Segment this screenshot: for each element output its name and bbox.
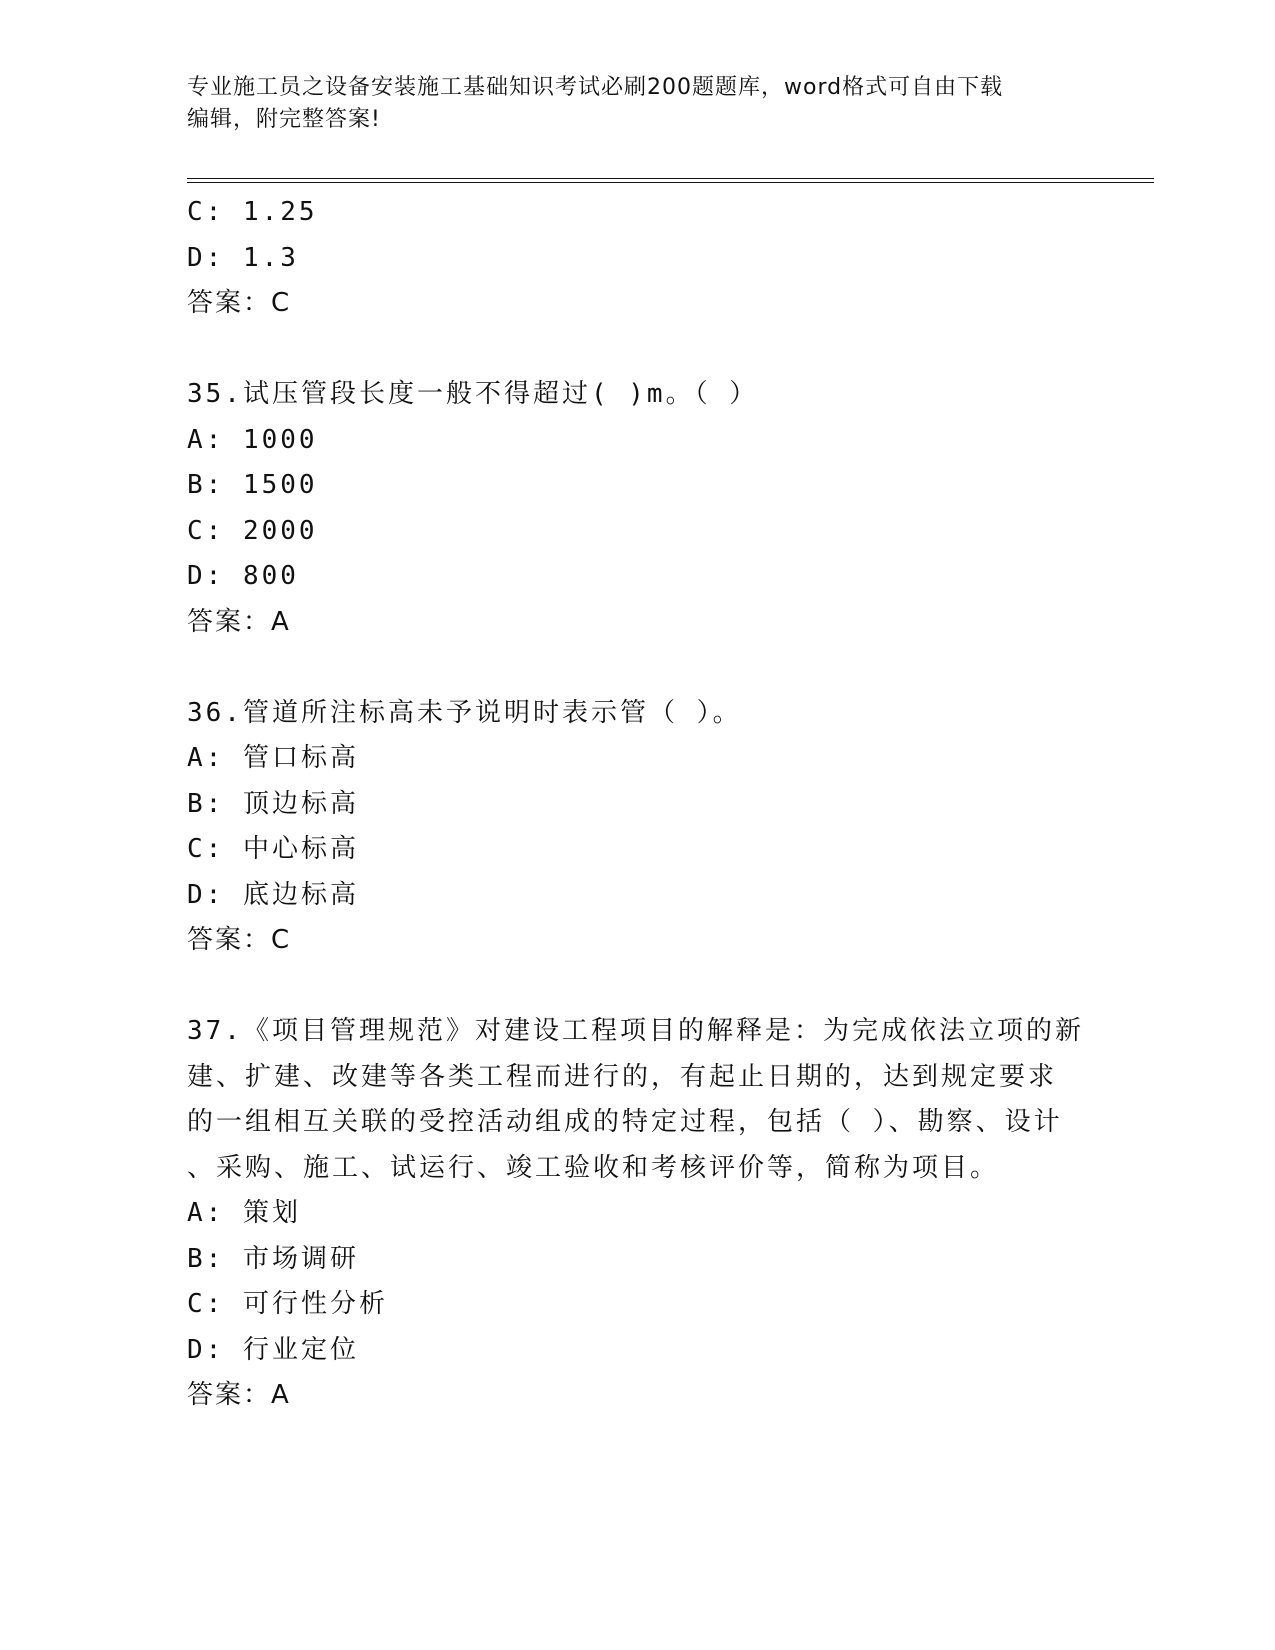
spacer xyxy=(187,645,1087,691)
answer-text: 答案：C xyxy=(187,925,292,955)
spacer xyxy=(187,327,1087,373)
spacer xyxy=(187,964,1087,1010)
header-divider-top xyxy=(187,178,1154,179)
question-text: 36.管道所注标高未予说明时表示管（ ）。 xyxy=(187,697,742,728)
header-title-line-1: 专业施工员之设备安装施工基础知识考试必刷200题题库，word格式可自由下载 xyxy=(187,75,1004,100)
question-36 xyxy=(187,691,1087,964)
question-text: 35.试压管段长度一般不得超过( )m。（ ） xyxy=(187,379,759,409)
option-b: B: 顶边标高 xyxy=(187,788,359,819)
document-body xyxy=(187,190,1087,1419)
option-b: B: 市场调研 xyxy=(187,1243,359,1274)
question-37 xyxy=(187,1009,1087,1419)
option-c: C: 可行性分析 xyxy=(187,1289,388,1319)
option-b: B: 1500 xyxy=(187,470,318,500)
question-text-line: 、采购、施工、试运行、竣工验收和考核评价等，简称为项目。 xyxy=(187,1152,1000,1183)
option-c: C: 1.25 xyxy=(187,197,318,227)
question-text xyxy=(187,1009,1087,1191)
option-c: C: 中心标高 xyxy=(187,834,359,864)
option-d: D: 800 xyxy=(187,561,299,591)
header-divider-bottom xyxy=(187,182,1154,183)
document-header xyxy=(187,72,1087,136)
answer-text: 答案：C xyxy=(187,288,292,318)
option-a: A: 管口标高 xyxy=(187,743,359,773)
question-text-line: 37.《项目管理规范》对建设工程项目的解释是：为完成依法立项的新 xyxy=(187,1016,1084,1046)
question-34-tail xyxy=(187,190,1087,327)
header-title-line-2: 编辑，附完整答案! xyxy=(187,107,381,132)
option-a: A: 1000 xyxy=(187,424,318,455)
answer-text: 答案：A xyxy=(187,1380,291,1410)
question-text-line: 建、扩建、改建等各类工程而进行的，有起止日期的，达到规定要求 xyxy=(187,1061,1058,1092)
question-text-line: 的一组相互关联的受控活动组成的特定过程，包括（ ）、勘察、设计 xyxy=(187,1107,1063,1137)
option-d: D: 底边标高 xyxy=(187,879,359,910)
option-d: D: 行业定位 xyxy=(187,1334,359,1365)
answer-text: 答案：A xyxy=(187,606,291,637)
question-35 xyxy=(187,372,1087,645)
option-c: C: 2000 xyxy=(187,515,318,546)
option-d: D: 1.3 xyxy=(187,242,299,273)
option-a: A: 策划 xyxy=(187,1198,301,1228)
